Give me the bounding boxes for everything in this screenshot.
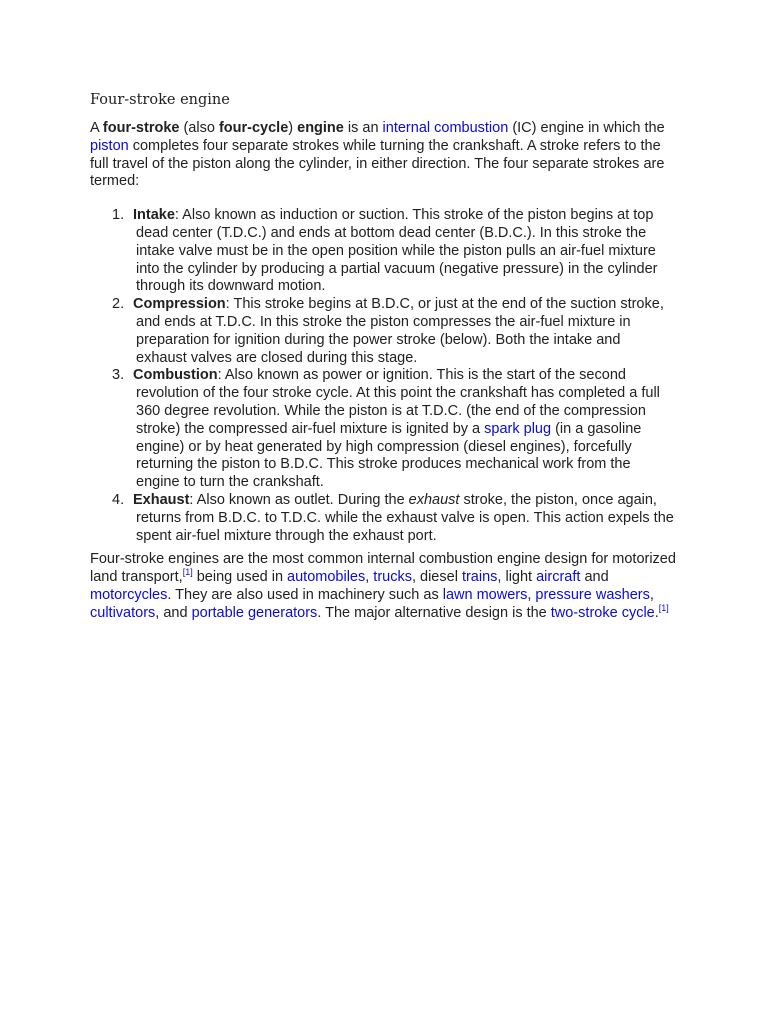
intro-text: is an [343,120,383,136]
link-piston[interactable]: piston [90,137,129,154]
closing-text: , [365,569,374,586]
link-cultivators[interactable]: cultivators [90,604,156,621]
closing-text: and [580,569,609,586]
stroke-description: : This stroke begins at B.D.C, or just at the end of the suction stroke, and ends at T.D.C. In this stroke the piston compresses the air-fuel mixture in preparation for ignition during the power stroke (below). Both the intake and exhaust valves are closed during this stage. [136,296,664,366]
closing-text: , [527,586,536,603]
link-portable-generators[interactable]: portable generators [191,604,318,621]
strokes-list [90,207,680,545]
closing-paragraph [90,551,680,622]
link-pressure-washers[interactable]: pressure washers [535,586,650,603]
term-engine: engine [297,120,344,136]
stroke-description: (in a gasoline engine) or by heat generated by high compression (diesel engines), forcefully returning the piston to B.D.C. This stroke produces mechanical work from the engine to turn the crankshaft. [136,420,642,491]
reference-link[interactable]: [1] [182,567,193,578]
list-number: 3. [112,367,125,384]
link-two-stroke-cycle[interactable]: two-stroke cycle [550,604,655,621]
page-title: Four-stroke engine [90,92,230,108]
link-aircraft[interactable]: aircraft [536,569,581,586]
closing-text: . The major alternative design is the [317,604,551,621]
intro-text: A [90,120,103,136]
closing-text: . They are also used in machinery such as [167,586,443,603]
closing-text: , diesel [411,569,462,586]
closing-text: being used in [192,569,288,586]
closing-text: Four-stroke engines are the most common internal combustion engine design for motorized land transport, [90,551,676,586]
list-item-exhaust [112,491,680,545]
stroke-name: Intake [133,207,175,224]
link-lawn-mowers[interactable]: lawn mowers [442,586,528,603]
stroke-name: Combustion [133,367,218,384]
link-spark-plug[interactable]: spark plug [484,420,552,437]
intro-text: ) [288,120,298,136]
article [90,90,680,623]
stroke-description: : Also known as induction or suction. This stroke of the piston begins at top dead center (T.D.C.) and ends at bottom dead center (B.D.C.). In this stroke the intake valve must be in the open position while the piston pulls an air-fuel mixture into the cylinder by producing a partial vacuum (negative pressure) in the cylinder through its downward motion. [136,207,658,295]
closing-text: , and [155,604,192,621]
stroke-description: : Also known as outlet. During the [189,491,409,508]
stroke-name: Exhaust [133,491,190,508]
stroke-description: stroke, the piston, once again, returns from B.D.C. to T.D.C. while the exhaust valve is open. This action expels the spent air-fuel mixture through the exhaust port. [136,491,674,544]
list-number: 1. [112,207,125,224]
closing-text: . [654,604,659,621]
list-number: 2. [112,296,125,313]
list-item-compression [112,296,680,367]
list-number: 4. [112,491,125,508]
stroke-name: Compression [133,296,226,313]
stroke-description: : Also known as power or ignition. This is the start of the second revolution of the four stroke cycle. At this point the crankshaft has completed a full 360 degree revolution. While the piston is at T.D.C. (the end of the compression stroke) the compressed air-fuel mixture is ignited by a [136,367,660,437]
list-item-intake [112,207,680,296]
link-trains[interactable]: trains [461,569,498,586]
intro-text: (also [179,120,219,136]
link-trucks[interactable]: trucks [373,569,412,586]
reference-link[interactable]: [1] [658,602,669,613]
intro-paragraph [90,120,680,191]
intro-text: (IC) engine in which the [508,120,665,136]
closing-text: , [649,586,654,603]
link-motorcycles[interactable]: motorcycles [90,586,168,603]
term-four-cycle: four-cycle [218,120,289,136]
term-four-stroke: four-stroke [102,120,180,136]
intro-text: completes four separate strokes while turning the crankshaft. A stroke refers to the full travel of the piston along the cylinder, in either direction. The four separate strokes are termed: [90,137,665,190]
list-item-combustion [112,367,680,492]
link-automobiles[interactable]: automobiles [287,569,366,586]
emphasis-exhaust: exhaust [408,491,460,508]
closing-text: , light [497,569,537,586]
link-internal-combustion[interactable]: internal combustion [382,120,509,136]
